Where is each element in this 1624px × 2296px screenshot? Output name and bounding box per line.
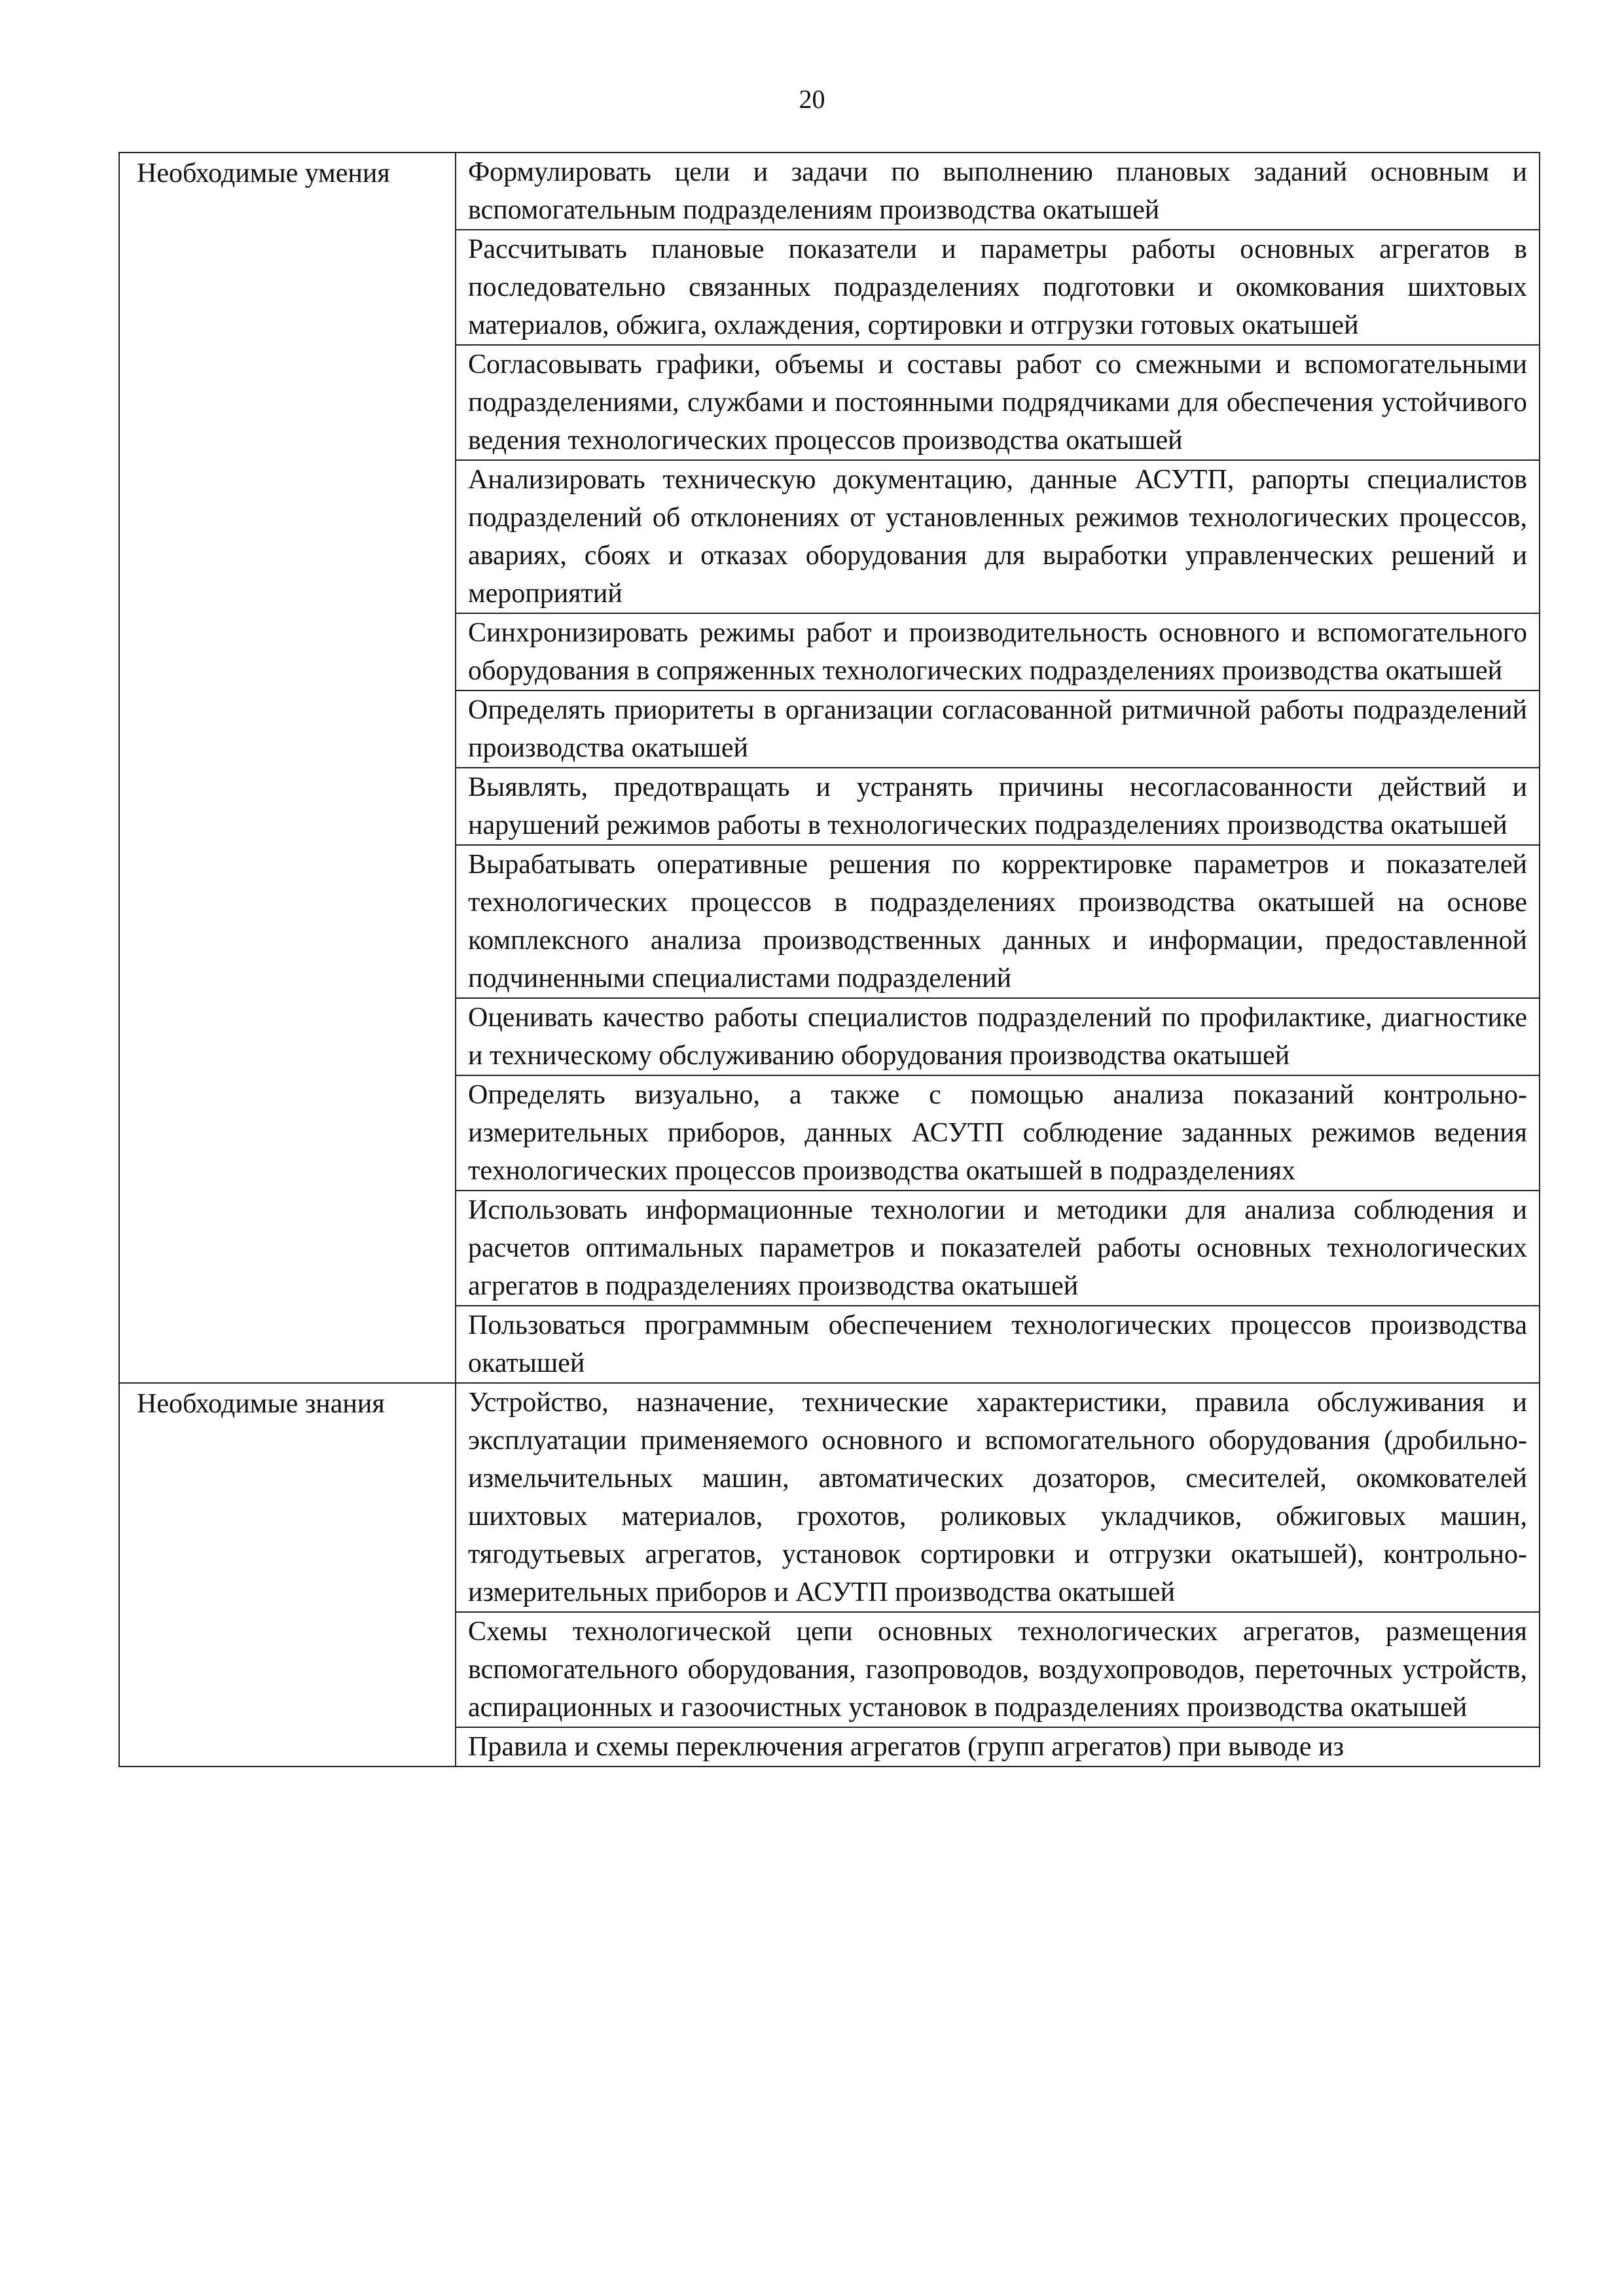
knowledge-item: Правила и схемы переключения агрегатов (групп агрегатов) при выводе из (456, 1727, 1540, 1767)
skill-item: Определять приоритеты в организации согласованной ритмичной работы подразделений производства окатышей (456, 691, 1540, 768)
skill-item: Согласовывать графики, объемы и составы работ со смежными и вспомогательными подразделениями, службами и постоянными подрядчиками для обеспечения устойчивого ведения технологических процессов производства окатышей (456, 345, 1540, 460)
skill-item: Анализировать техническую документацию, данные АСУТП, рапорты специалистов подразделений об отклонениях от установленных режимов технологических процессов, авариях, сбоях и отказах оборудования для выработки управленческих решений и мероприятий (456, 460, 1540, 613)
skill-item: Формулировать цели и задачи по выполнению плановых заданий основным и вспомогательным подразделениям производства окатышей (456, 152, 1540, 230)
skill-item: Оценивать качество работы специалистов подразделений по профилактике, диагностике и техническому обслуживанию оборудования производства окатышей (456, 998, 1540, 1075)
category-cell-skills: Необходимые умения (119, 152, 456, 1383)
skill-item: Рассчитывать плановые показатели и параметры работы основных агрегатов в последовательно связанных подразделениях подготовки и окомкования шихтовых материалов, обжига, охлаждения, сортировки и отгрузки готовых окатышей (456, 230, 1540, 345)
category-cell-knowledge: Необходимые знания (119, 1383, 456, 1767)
table-row (119, 152, 1540, 230)
table-row (119, 1383, 1540, 1612)
knowledge-item: Схемы технологической цепи основных технологических агрегатов, размещения вспомогательного оборудования, газопроводов, воздухопроводов, переточных устройств, аспирационных и газоочистных установок в подразделениях производства окатышей (456, 1612, 1540, 1727)
skill-item: Пользоваться программным обеспечением технологических процессов производства окатышей (456, 1306, 1540, 1383)
page-number: 20 (799, 84, 825, 114)
skill-item: Использовать информационные технологии и методики для анализа соблюдения и расчетов оптимальных параметров и показателей работы основных технологических агрегатов в подразделениях производства окатышей (456, 1191, 1540, 1306)
knowledge-item: Устройство, назначение, технические характеристики, правила обслуживания и эксплуатации применяемого основного и вспомогательного оборудования (дробильно-измельчительных машин, автоматических дозаторов, смесителей, окомкователей шихтовых материалов, грохотов, роликовых укладчиков, обжиговых машин, тягодутьевых агрегатов, установок сортировки и отгрузки окатышей), контрольно-измерительных приборов и АСУТП производства окатышей (456, 1383, 1540, 1612)
skill-item: Вырабатывать оперативные решения по корректировке параметров и показателей технологических процессов в подразделениях производства окатышей на основе комплексного анализа производственных данных и информации, предоставленной подчиненными специалистами подразделений (456, 845, 1540, 998)
skill-item: Определять визуально, а также с помощью анализа показаний контрольно-измерительных приборов, данных АСУТП соблюдение заданных режимов ведения технологических процессов производства окатышей в подразделениях (456, 1075, 1540, 1191)
requirements-table (118, 152, 1540, 1767)
skill-item: Синхронизировать режимы работ и производительность основного и вспомогательного оборудования в сопряженных технологических подразделениях производства окатышей (456, 613, 1540, 691)
skill-item: Выявлять, предотвращать и устранять причины несогласованности действий и нарушений режимов работы в технологических подразделениях производства окатышей (456, 768, 1540, 845)
